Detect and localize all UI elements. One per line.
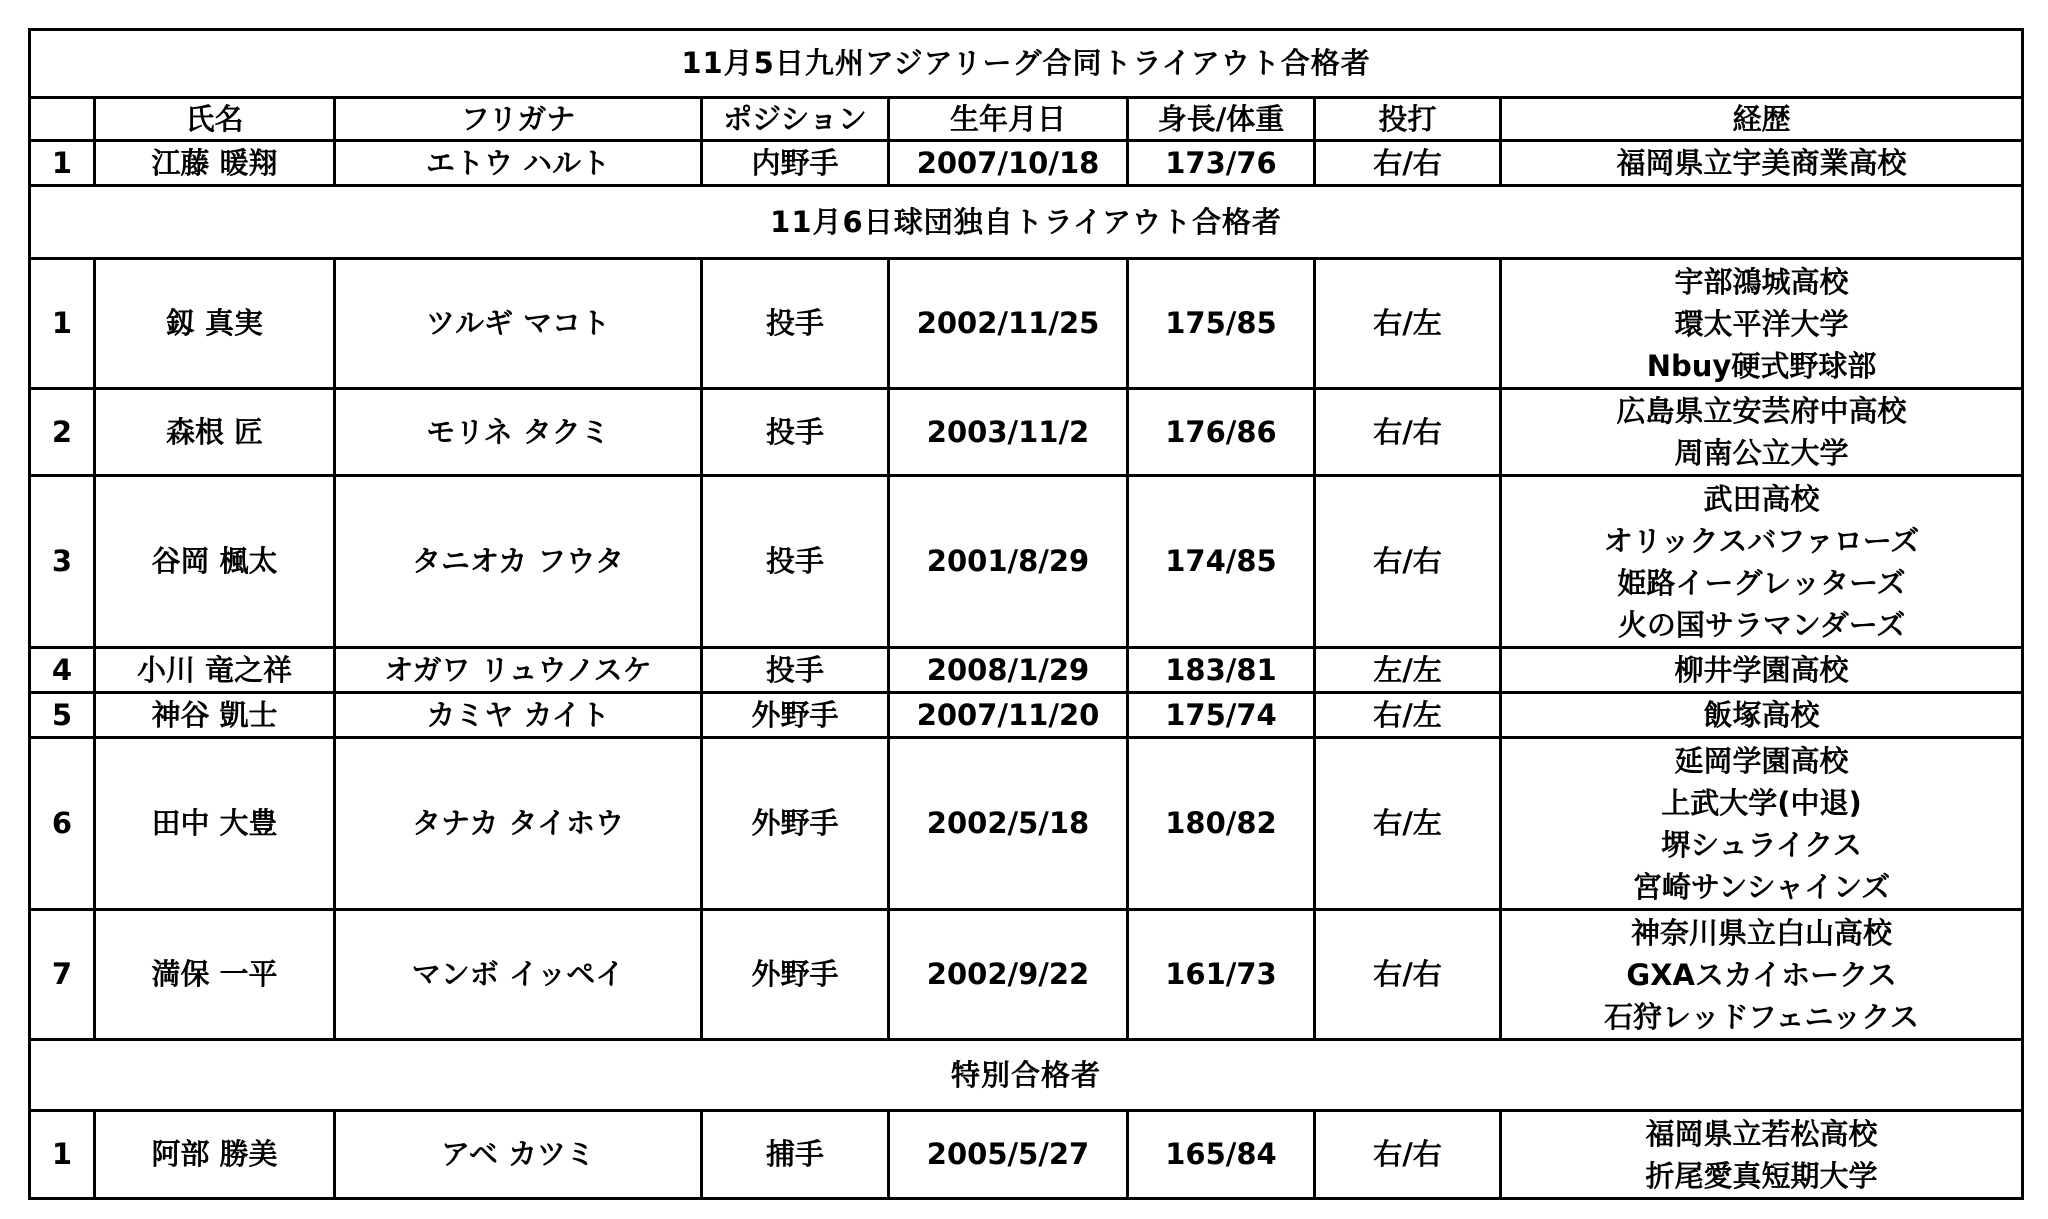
cell-position: 内野手 <box>702 141 889 186</box>
cell-birthdate: 2007/11/20 <box>889 693 1128 738</box>
header-birthdate: 生年月日 <box>889 98 1128 141</box>
career-line: 火の国サラマンダーズ <box>1617 607 1906 642</box>
career-line: 堺シュライクス <box>1661 827 1862 862</box>
section-title-row <box>30 30 2023 98</box>
career-line: Nbuy硬式野球部 <box>1646 348 1877 383</box>
table-row <box>30 693 2023 738</box>
cell-throws-bats: 右/右 <box>1315 389 1501 476</box>
cell-throws-bats: 右/右 <box>1315 1111 1501 1199</box>
cell-throws-bats: 右/右 <box>1315 910 1501 1040</box>
career-line: 延岡学園高校 <box>1674 743 1849 778</box>
cell-name: 江藤 暖翔 <box>95 141 335 186</box>
column-header-row <box>30 98 2023 141</box>
cell-birthdate: 2005/5/27 <box>889 1111 1128 1199</box>
table-row <box>30 389 2023 476</box>
section-title: 特別合格者 <box>30 1040 2023 1111</box>
cell-name: 森根 匠 <box>95 389 335 476</box>
table-row <box>30 910 2023 1040</box>
cell-throws-bats: 右/左 <box>1315 738 1501 910</box>
cell-career <box>1501 389 2023 476</box>
header-blank-cell <box>30 98 95 141</box>
table-row <box>30 738 2023 910</box>
cell-throws-bats: 左/左 <box>1315 648 1501 693</box>
cell-height-weight: 175/74 <box>1128 693 1315 738</box>
cell-birthdate: 2002/5/18 <box>889 738 1128 910</box>
cell-throws-bats: 右/左 <box>1315 259 1501 389</box>
cell-no: 6 <box>30 738 95 910</box>
table-row <box>30 648 2023 693</box>
career-line: 柳井学園高校 <box>1674 653 1849 687</box>
header-name: 氏名 <box>95 98 335 141</box>
career-line: 宮崎サンシャインズ <box>1632 869 1891 904</box>
cell-position: 外野手 <box>702 910 889 1040</box>
cell-height-weight: 165/84 <box>1128 1111 1315 1199</box>
career-line: 石狩レッドフェニックス <box>1604 999 1920 1034</box>
cell-position: 捕手 <box>702 1111 889 1199</box>
cell-position: 外野手 <box>702 693 889 738</box>
cell-birthdate: 2002/11/25 <box>889 259 1128 389</box>
cell-throws-bats: 右/右 <box>1315 141 1501 186</box>
cell-furigana: モリネ タクミ <box>335 389 702 476</box>
cell-name: 阿部 勝美 <box>95 1111 335 1199</box>
cell-position: 投手 <box>702 259 889 389</box>
cell-name: 満保 一平 <box>95 910 335 1040</box>
cell-height-weight: 174/85 <box>1128 476 1315 648</box>
cell-furigana: カミヤ カイト <box>335 693 702 738</box>
table-body <box>30 30 2023 1199</box>
career-line: 環太平洋大学 <box>1674 306 1849 341</box>
cell-birthdate: 2007/10/18 <box>889 141 1128 186</box>
cell-name: 谷岡 楓太 <box>95 476 335 648</box>
cell-throws-bats: 右/右 <box>1315 476 1501 648</box>
cell-birthdate: 2008/1/29 <box>889 648 1128 693</box>
cell-name: 釼 真実 <box>95 259 335 389</box>
career-line: 神奈川県立白山高校 <box>1631 915 1893 950</box>
cell-birthdate: 2001/8/29 <box>889 476 1128 648</box>
career-line: GXAスカイホークス <box>1626 957 1897 992</box>
cell-furigana: エトウ ハルト <box>335 141 702 186</box>
cell-height-weight: 175/85 <box>1128 259 1315 389</box>
section-title: 11月6日球団独自トライアウト合格者 <box>30 186 2023 259</box>
cell-no: 1 <box>30 1111 95 1199</box>
cell-no: 3 <box>30 476 95 648</box>
header-career: 経歴 <box>1501 98 2023 141</box>
career-line: 折尾愛真短期大学 <box>1645 1158 1878 1193</box>
header-furigana: フリガナ <box>335 98 702 141</box>
cell-no: 1 <box>30 259 95 389</box>
cell-birthdate: 2003/11/2 <box>889 389 1128 476</box>
career-line: 上武大学(中退) <box>1661 785 1862 820</box>
cell-furigana: タニオカ フウタ <box>335 476 702 648</box>
career-line: オリックスバファローズ <box>1603 523 1920 558</box>
cell-position: 投手 <box>702 389 889 476</box>
cell-career <box>1501 738 2023 910</box>
cell-furigana: マンボ イッペイ <box>335 910 702 1040</box>
cell-no: 7 <box>30 910 95 1040</box>
table-row <box>30 141 2023 186</box>
cell-furigana: タナカ タイホウ <box>335 738 702 910</box>
cell-birthdate: 2002/9/22 <box>889 910 1128 1040</box>
header-position: ポジション <box>702 98 889 141</box>
cell-career <box>1501 910 2023 1040</box>
tryout-results-table <box>28 28 2024 1200</box>
career-line: 広島県立安芸府中高校 <box>1616 394 1907 428</box>
cell-name: 田中 大豊 <box>95 738 335 910</box>
career-line: 宇部鴻城高校 <box>1674 264 1849 299</box>
cell-career <box>1501 1111 2023 1199</box>
cell-no: 5 <box>30 693 95 738</box>
header-height-weight: 身長/体重 <box>1128 98 1315 141</box>
cell-position: 外野手 <box>702 738 889 910</box>
header-throws-bats: 投打 <box>1315 98 1501 141</box>
cell-furigana: オガワ リュウノスケ <box>335 648 702 693</box>
cell-career <box>1501 648 2023 693</box>
career-line: 福岡県立若松高校 <box>1645 1116 1878 1151</box>
table-row <box>30 476 2023 648</box>
career-line: 周南公立大学 <box>1674 436 1849 470</box>
section-title-row <box>30 1040 2023 1111</box>
cell-name: 小川 竜之祥 <box>95 648 335 693</box>
cell-height-weight: 176/86 <box>1128 389 1315 476</box>
cell-furigana: ツルギ マコト <box>335 259 702 389</box>
cell-furigana: アベ カツミ <box>335 1111 702 1199</box>
cell-no: 1 <box>30 141 95 186</box>
career-line: 武田高校 <box>1703 481 1820 516</box>
cell-no: 2 <box>30 389 95 476</box>
cell-career <box>1501 476 2023 648</box>
cell-height-weight: 180/82 <box>1128 738 1315 910</box>
section-title: 11月5日九州アジアリーグ合同トライアウト合格者 <box>30 30 2023 98</box>
cell-career <box>1501 141 2023 186</box>
section-title-row <box>30 186 2023 259</box>
cell-no: 4 <box>30 648 95 693</box>
table-row <box>30 1111 2023 1199</box>
cell-career <box>1501 693 2023 738</box>
cell-position: 投手 <box>702 648 889 693</box>
cell-position: 投手 <box>702 476 889 648</box>
career-line: 姫路イーグレッターズ <box>1617 565 1906 600</box>
cell-career <box>1501 259 2023 389</box>
table-row <box>30 259 2023 389</box>
cell-name: 神谷 凱士 <box>95 693 335 738</box>
cell-height-weight: 183/81 <box>1128 648 1315 693</box>
cell-throws-bats: 右/左 <box>1315 693 1501 738</box>
cell-height-weight: 173/76 <box>1128 141 1315 186</box>
career-line: 福岡県立宇美商業高校 <box>1616 146 1907 180</box>
cell-height-weight: 161/73 <box>1128 910 1315 1040</box>
career-line: 飯塚高校 <box>1703 698 1820 732</box>
